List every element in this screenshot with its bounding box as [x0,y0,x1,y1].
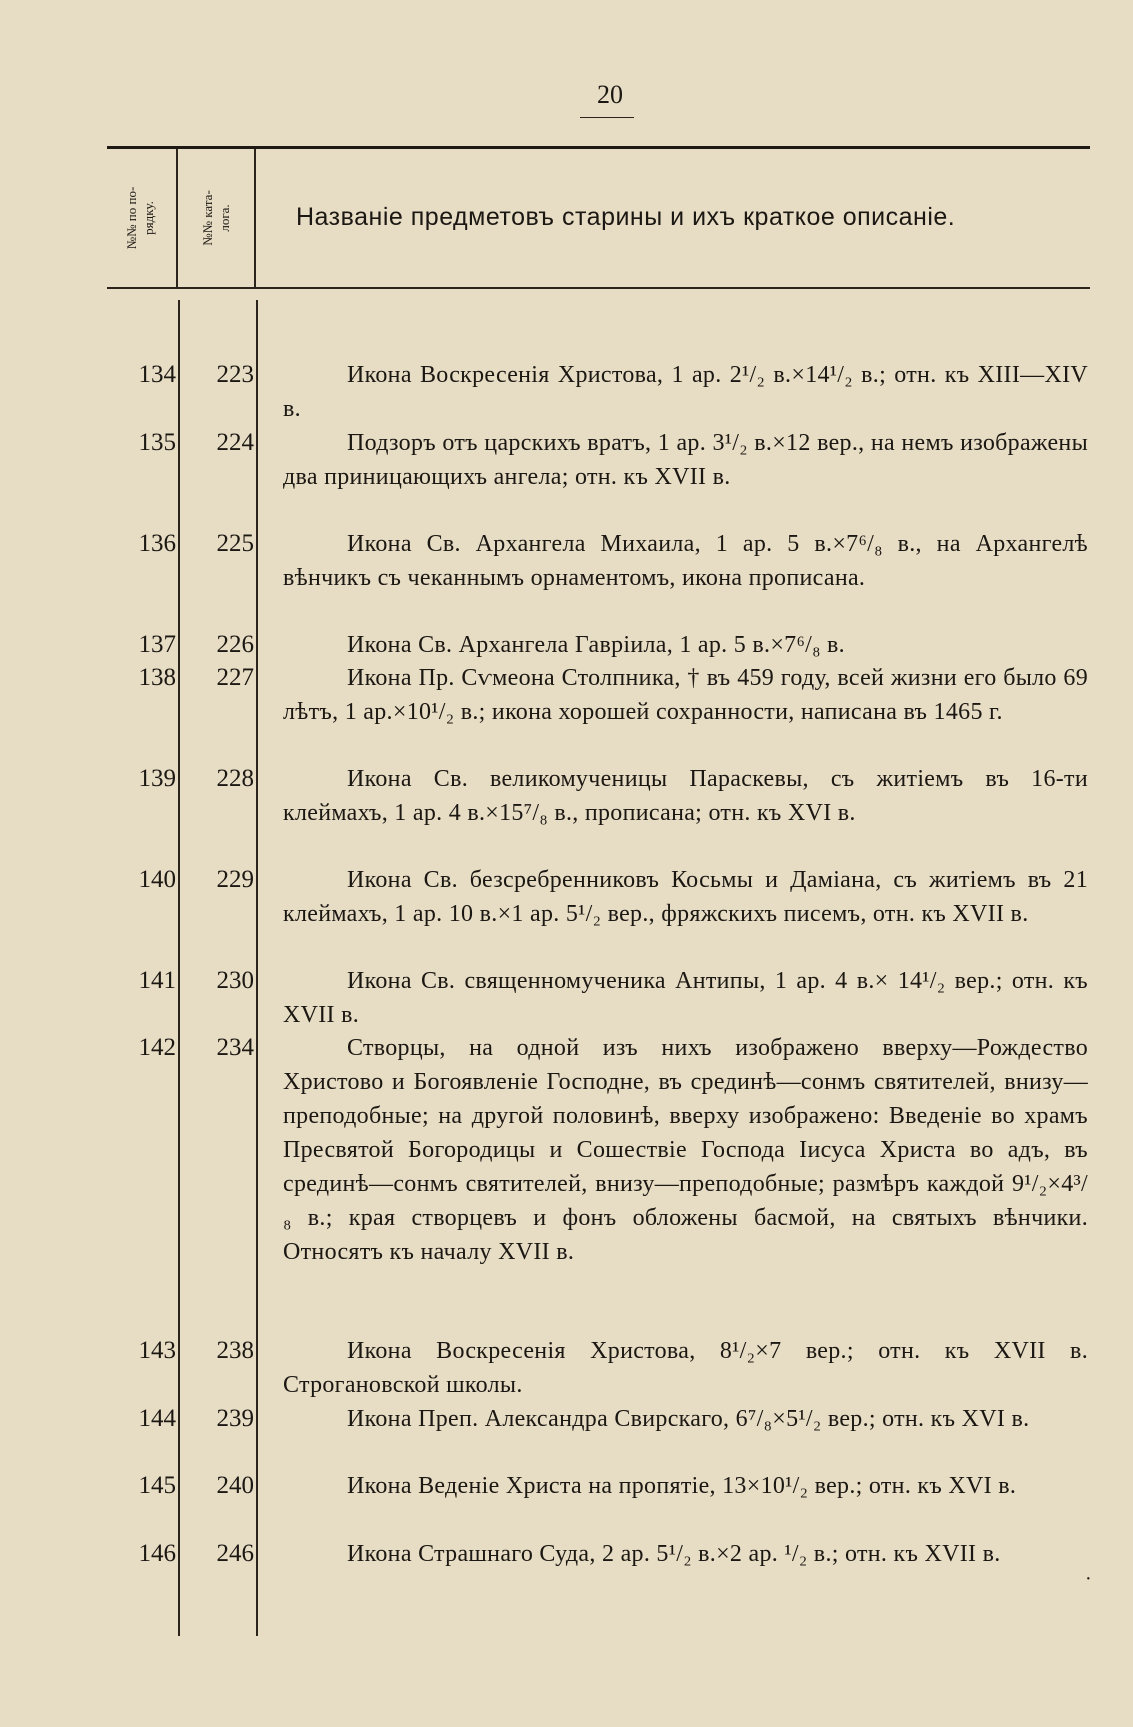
header-seq-column [104,152,176,284]
column-divider-1 [176,149,178,289]
entry-description: Икона Пр. Сѵмеона Столпника, † въ 459 году, всей жизни его было 69 лѣтъ, 1 ар.×10¹/₂ в.; икона хорошей сохранности, написана въ 1465 г. [283,665,1088,725]
entry-seq-number: 138 [138,664,176,691]
column-divider-1-body [178,300,180,1636]
entry-catalog-number: 228 [216,765,254,792]
entry-seq-number: 139 [138,765,176,792]
entry-seq-number: 135 [138,429,176,456]
entry-description: Икона Св. великомученицы Параскевы, съ житіемъ въ 16-ти клеймахъ, 1 ар. 4 в.×15⁷/₈ в., прописана; отн. къ XVI в. [283,766,1088,826]
entry-catalog-number: 239 [216,1405,254,1432]
header-catalog-column [180,152,252,284]
entry-description: Подзоръ отъ царскихъ вратъ, 1 ар. 3¹/₂ в.×12 вер., на немъ изображены два приницающихъ ангела; отн. къ XVII в. [283,430,1088,490]
entry-description: Икона Св. Архангела Михаила, 1 ар. 5 в.×7⁶/₈ в., на Архангелѣ вѣнчикъ съ чеканнымъ орнаментомъ, икона прописана. [283,531,1088,591]
entry-catalog-number: 246 [216,1540,254,1567]
entry-seq-number: 136 [138,530,176,557]
entry-catalog-number: 234 [216,1034,254,1061]
entry-catalog-number: 240 [216,1472,254,1499]
entry-description: Икона Веденіе Христа на пропятіе, 13×10¹/₂ вер.; отн. къ XVI в. [347,1473,1017,1499]
entry-seq-number: 143 [138,1337,176,1364]
entry-seq-number: 142 [138,1034,176,1061]
entry-catalog-number: 223 [216,361,254,388]
entry-description: Икона Воскресенія Христова, 8¹/₂×7 вер.; отн. къ XVII в. Строгановской школы. [283,1338,1088,1398]
entry-seq-number: 137 [138,631,176,658]
column-divider-2 [254,149,256,289]
entry-description: Икона Св. Архангела Гавріила, 1 ар. 5 в.×7⁶/₈ в. [347,632,845,658]
entry-description: Икона Преп. Александра Свирскаго, 6⁷/₈×5¹/₂ вер.; отн. къ XVI в. [347,1406,1030,1432]
entry-catalog-number: 229 [216,866,254,893]
header-title: Названіе предметовъ старины и ихъ краткое описаніе. [296,203,956,231]
entry-description: Икона Воскресенія Христова, 1 ар. 2¹/₂ в.×14¹/₂ в.; отн. къ XIII—XIV в. [283,362,1088,422]
entry-catalog-number: 227 [216,664,254,691]
entry-seq-number: 140 [138,866,176,893]
page-number-rule [580,117,634,118]
entry-seq-number: 145 [138,1472,176,1499]
entry-seq-number: 134 [138,361,176,388]
entry-seq-number: 144 [138,1405,176,1432]
entry-catalog-number: 226 [216,631,254,658]
entry-catalog-number: 225 [216,530,254,557]
entry-description: Створцы, на одной изъ нихъ изображено вверху—Рождество Христово и Богоявленіе Господне, въ срединѣ—сонмъ святителей, внизу—преподобные; на другой половинѣ, вверху изображено: Введеніе во храмъ Пресвятой Богородицы и Сошествіе Господа Іисуса Христа во адъ, въ срединѣ—сонмъ святителей, внизу—преподобные; размѣръ каждой 9¹/₂×4³/₈ в.; края створцевъ и фонъ обложены басмой, на святыхъ вѣнчики. Относятъ къ началу XVII в. [283,1035,1088,1265]
entry-description: Икона Св. безсребренниковъ Косьмы и Даміана, съ житіемъ въ 21 клеймахъ, 1 ар. 10 в.×1 ар. 5¹/₂ вер., фряжскихъ писемъ, отн. къ XVII в. [283,867,1088,927]
margin-dot: · [1085,1568,1092,1590]
entry-description: Икона Св. священномученика Антипы, 1 ар. 4 в.× 14¹/₂ вер.; отн. къ XVII в. [283,968,1088,1028]
entry-seq-number: 146 [138,1540,176,1567]
entry-catalog-number: 224 [216,429,254,456]
entry-seq-number: 141 [138,967,176,994]
header-seq-label: №№ по по- рядку. [124,186,156,250]
entry-catalog-number: 230 [216,967,254,994]
entry-description: Икона Страшнаго Суда, 2 ар. 5¹/₂ в.×2 ар. ¹/₂ в.; отн. къ XVII в. [347,1541,1001,1567]
header-catalog-label: №№ ката- лога. [200,190,232,246]
column-divider-2-body [256,300,258,1636]
entry-catalog-number: 238 [216,1337,254,1364]
page-number: 20 [597,80,623,109]
